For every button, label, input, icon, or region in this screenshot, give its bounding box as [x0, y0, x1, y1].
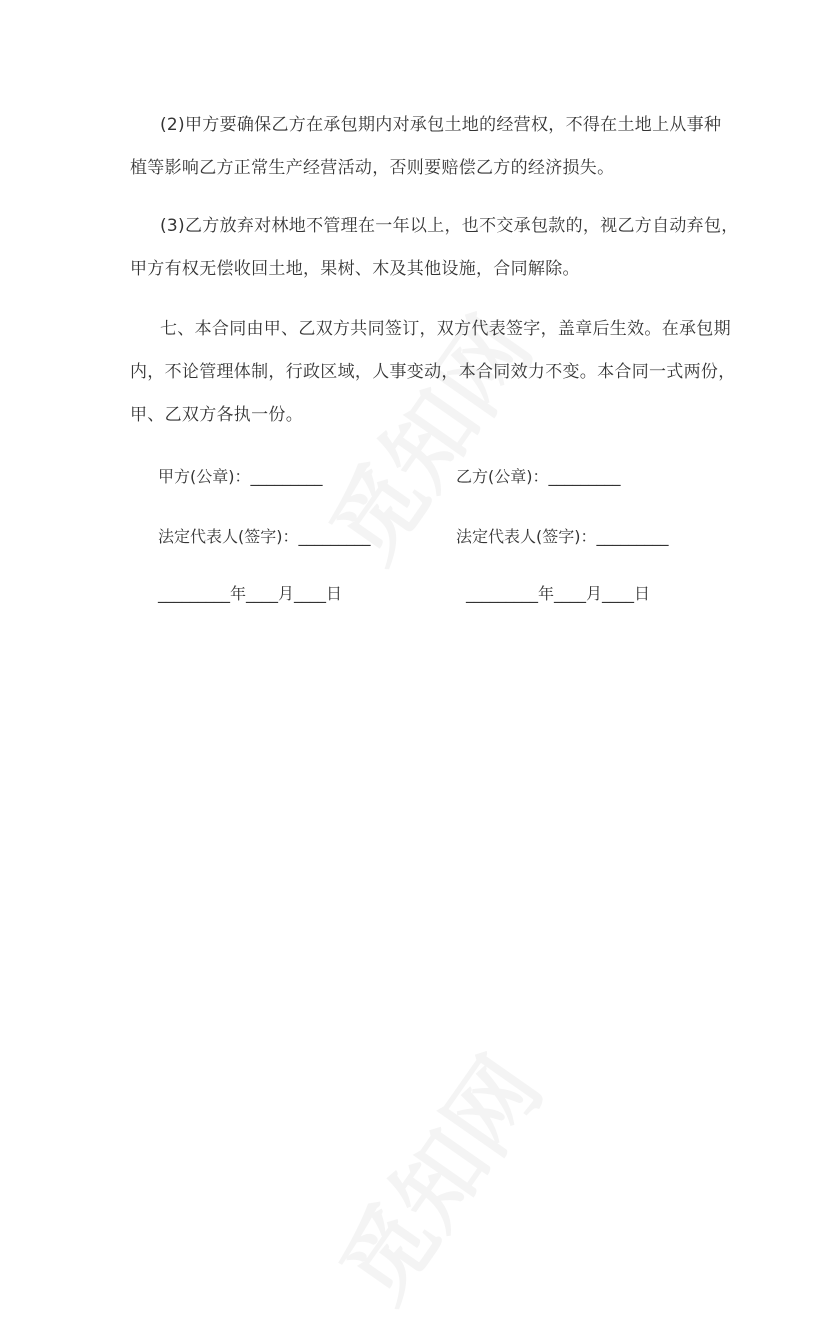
- party-a-representative: 法定代表人(签字)：_________: [158, 527, 371, 546]
- text-line: 甲、乙双方各执一份。: [130, 405, 303, 425]
- party-b-date: _________年____月____日: [466, 584, 651, 603]
- text-line: (2)甲方要确保乙方在承包期内对承包土地的经营权，不得在土地上从事种: [160, 115, 722, 135]
- text-line: (3)乙方放弃对林地不管理在一年以上，也不交承包款的，视乙方自动弃包，: [160, 216, 739, 236]
- text-line: 七、本合同由甲、乙双方共同签订，双方代表签字，盖章后生效。在承包期: [160, 319, 731, 339]
- party-b-representative: 法定代表人(签字)：_________: [456, 527, 669, 546]
- watermark: [304, 1027, 565, 1323]
- text-line: 内，不论管理体制，行政区域，人事变动，本合同效力不变。本合同一式两份，: [130, 362, 736, 382]
- party-a-date: _________年____月____日: [158, 584, 343, 603]
- party-b-seal: 乙方(公章)：_________: [456, 467, 621, 486]
- text-line: 植等影响乙方正常生产经营活动，否则要赔偿乙方的经济损失。: [130, 158, 615, 178]
- text-line: 甲方有权无偿收回土地，果树、木及其他设施，合同解除。: [130, 259, 580, 279]
- party-a-seal: 甲方(公章)：_________: [158, 467, 323, 486]
